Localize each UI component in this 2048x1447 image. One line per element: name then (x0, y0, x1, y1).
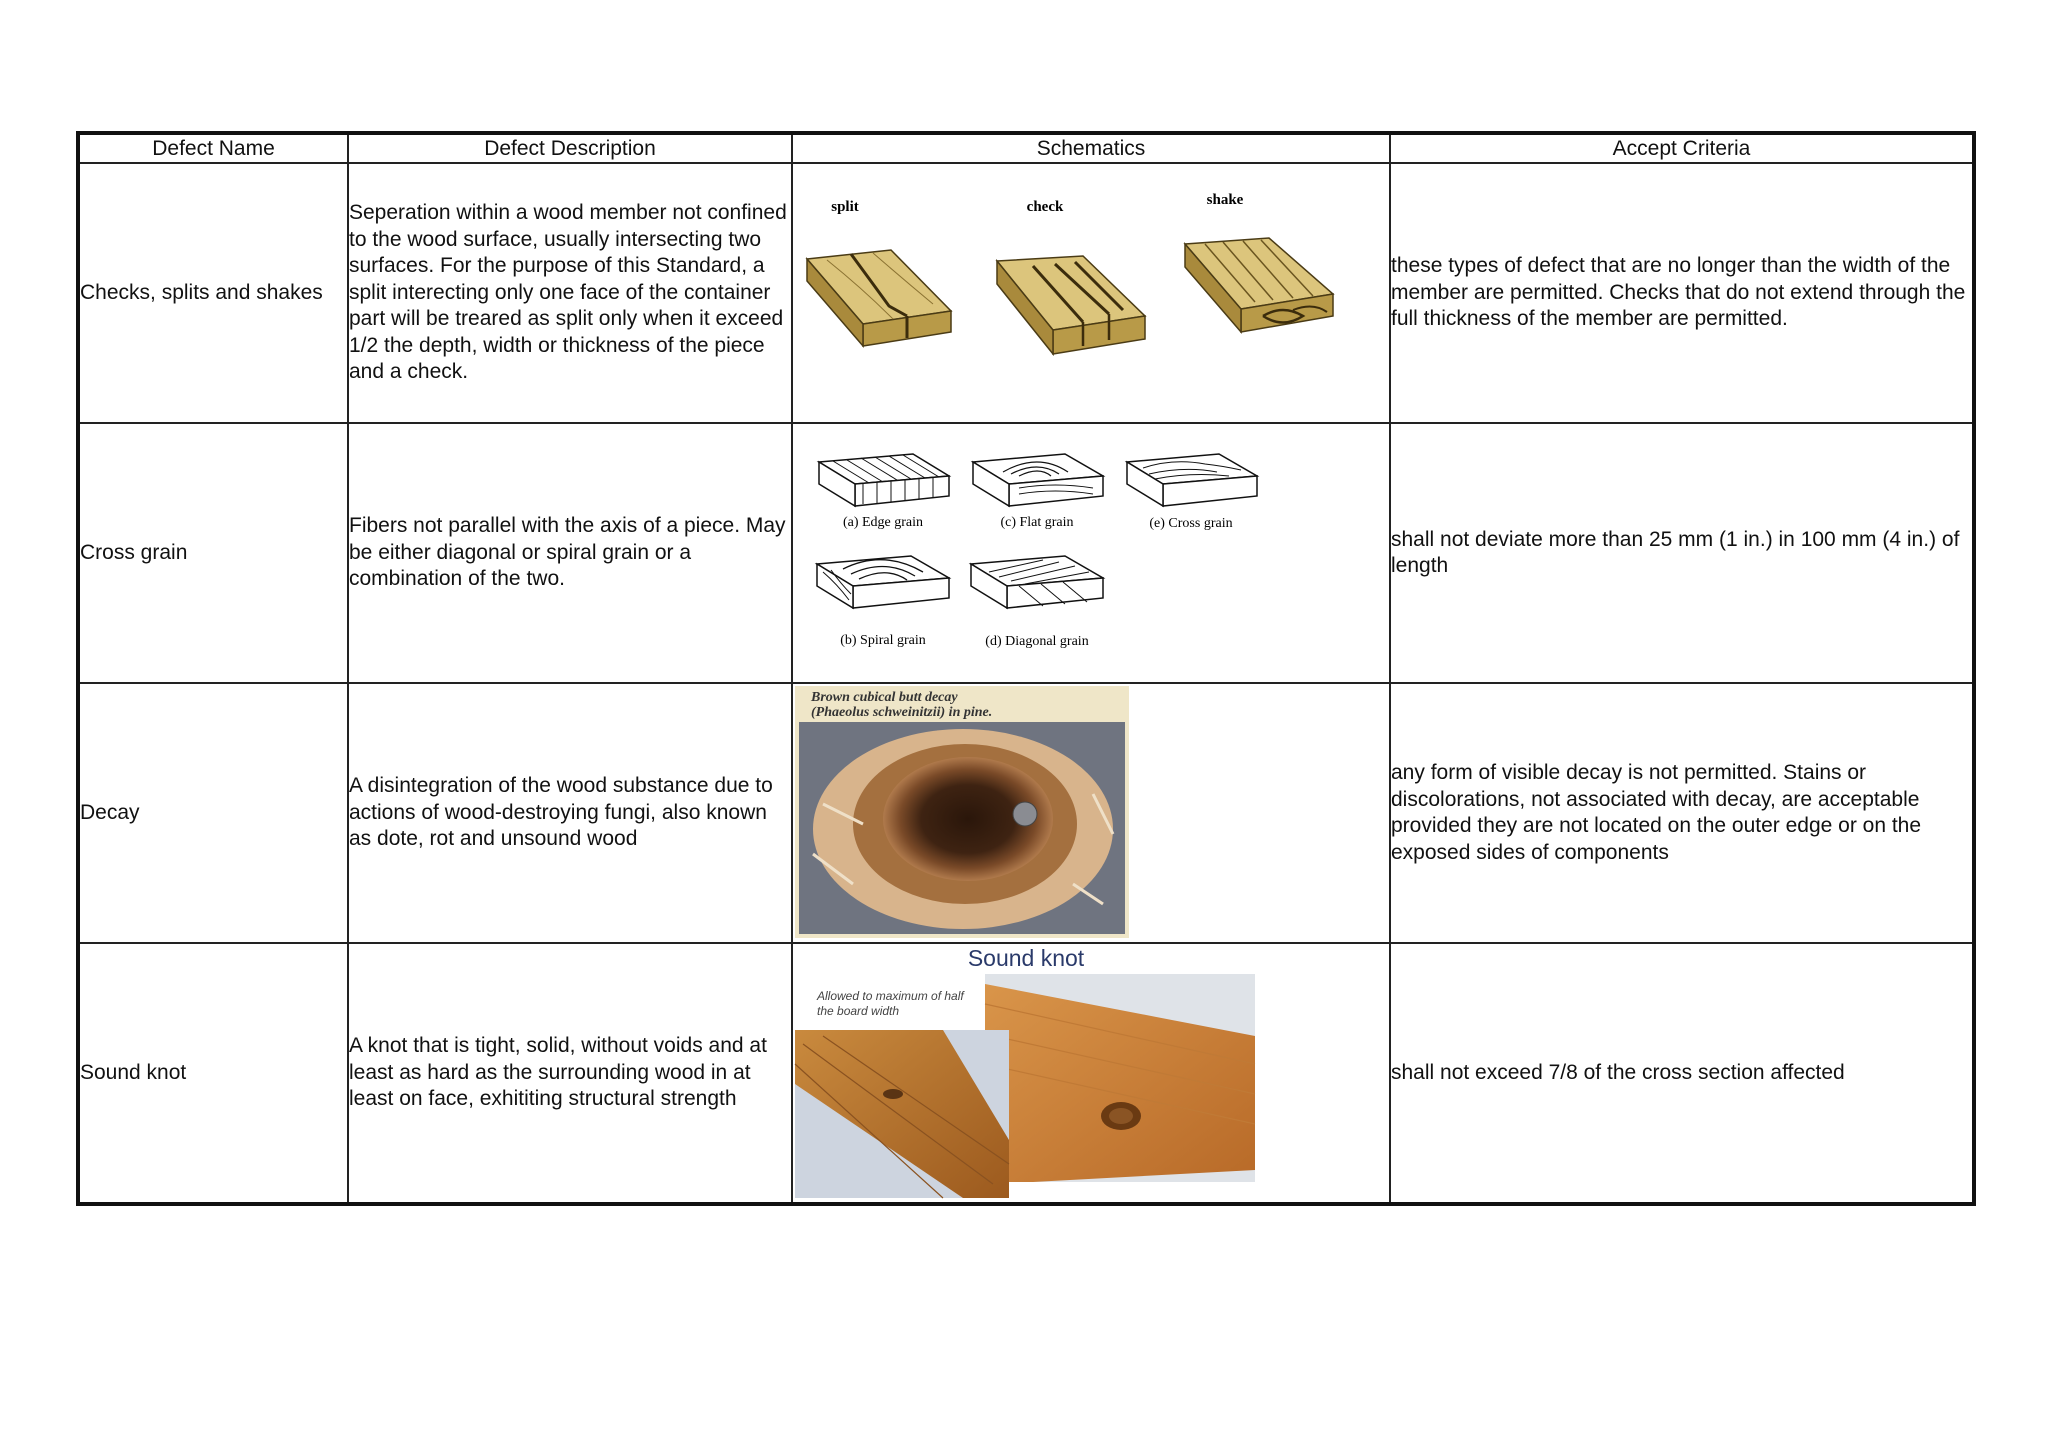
decay-photo (793, 684, 1390, 942)
defect-description-cell: Fibers not parallel with the axis of a piece. May be either diagonal or spiral grain or a combination of the two. (348, 423, 792, 683)
schematic-label-cross-grain: (e) Cross grain (1149, 516, 1233, 531)
defect-name-cell: Sound knot (78, 943, 348, 1204)
schematic-label-spiral-grain: (b) Spiral grain (840, 633, 926, 648)
schematic-label-shake: shake (1206, 192, 1244, 208)
decay-caption-line-1: Brown cubical butt decay (811, 690, 958, 705)
defect-name-cell: Checks, splits and shakes (78, 163, 348, 423)
header-row (78, 133, 1974, 163)
knot-note-line-1: Allowed to maximum of half (817, 989, 964, 1003)
defect-description-cell: A disintegration of the wood substance due to actions of wood-destroying fungi, also known as dote, rot and unsound wood (348, 683, 792, 943)
defect-name-cell: Cross grain (78, 423, 348, 683)
accept-criteria-cell: any form of visible decay is not permitted. Stains or discolorations, not associated with decay, are acceptable provided they are not located on the outer edge or on the exposed sides of components (1390, 683, 1974, 943)
diagonal-grain-illustration (971, 556, 1103, 608)
flat-grain-illustration (973, 454, 1103, 506)
schematic-label-split: split (831, 199, 859, 215)
cross-grain-diagram (793, 424, 1390, 682)
header-defect-name: Defect Name (78, 133, 348, 163)
schematic-label-check: check (1026, 199, 1064, 215)
schematic-label-edge-grain: (a) Edge grain (842, 515, 924, 530)
shake-board-illustration (1185, 238, 1333, 332)
header-accept-criteria: Accept Criteria (1390, 133, 1974, 163)
accept-criteria-cell: shall not deviate more than 25 mm (1 in.) in 100 mm (4 in.) of length (1390, 423, 1974, 683)
knot-note-line-2: the board width (817, 1004, 900, 1018)
table-row (78, 943, 1974, 1204)
defect-description-cell: A knot that is tight, solid, without voids and at least as hard as the surrounding wood in at least on face, exhititing structural strength (348, 943, 792, 1204)
defect-description-cell: Seperation within a wood member not confined to the wood surface, usually intersecting two surfaces. For the purpose of this Standard, a split interecting only one face of the container part will be treared as split only when it exceed 1/2 the depth, width or thickness of the piece and a check. (348, 163, 792, 423)
checks-splits-shakes-diagram (793, 164, 1390, 422)
sound-knot-title: Sound knot (967, 945, 1085, 971)
schematic-label-diagonal-grain: (d) Diagonal grain (985, 634, 1089, 649)
table-row (78, 163, 1974, 423)
spiral-grain-illustration (817, 556, 949, 608)
schematic-cell (792, 423, 1390, 683)
sound-knot-photo (793, 944, 1390, 1202)
check-board-illustration (997, 256, 1145, 354)
defect-name-cell: Decay (78, 683, 348, 943)
header-schematics: Schematics (792, 133, 1390, 163)
defects-table (76, 131, 1976, 1206)
edge-grain-illustration (819, 454, 949, 506)
schematic-label-flat-grain: (c) Flat grain (1000, 515, 1074, 530)
schematic-cell (792, 943, 1390, 1204)
schematic-cell (792, 683, 1390, 943)
table-row (78, 423, 1974, 683)
accept-criteria-cell: these types of defect that are no longer than the width of the member are permitted. Checks that do not extend through the full thickness of the member are permitted. (1390, 163, 1974, 423)
schematic-cell (792, 163, 1390, 423)
accept-criteria-cell: shall not exceed 7/8 of the cross section affected (1390, 943, 1974, 1204)
cross-grain-illustration (1127, 454, 1257, 506)
header-defect-description: Defect Description (348, 133, 792, 163)
table-row (78, 683, 1974, 943)
split-board-illustration (807, 250, 951, 346)
decay-caption-line-2: (Phaeolus schweinitzii) in pine. (811, 705, 993, 720)
